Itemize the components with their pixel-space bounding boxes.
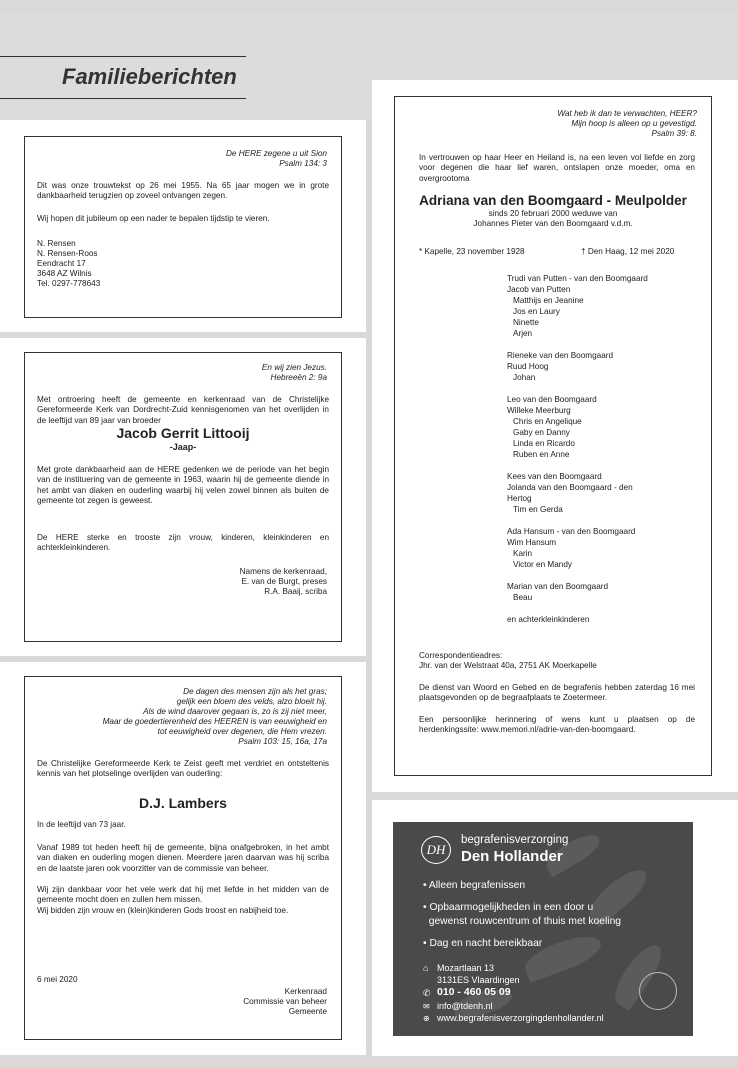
family-line: Wim Hansum [507, 538, 557, 547]
paragraph: Wij zijn dankbaar voor het vele werk dat hij met liefde in het midden van de gemeente mocht doen en zullen hem missen. [37, 885, 329, 905]
paragraph: In vertrouwen op haar Heer en Heiland is, na een leven vol liefde en zorg voor degenen die haar lief waren, ontslapen onze moeder, oma en overgrootoma [419, 153, 695, 183]
address-line: 3648 AZ Wilnis [37, 269, 92, 278]
deceased-name: D.J. Lambers [139, 795, 227, 811]
verse-line: De dagen des mensen zijn als het gras; [183, 687, 327, 696]
family-line: Rieneke van den Boomgaard [507, 351, 614, 360]
family-line: Jolanda van den Boomgaard - den [507, 483, 633, 492]
family-line: Kees van den Boomgaard [507, 472, 602, 481]
header-rule-top [0, 56, 246, 57]
paragraph: Wij bidden zijn vrouw en (klein)kinderen Gods troost en nabijheid toe. [37, 906, 289, 915]
deceased-name: Adriana van den Boomgaard - Meulpolder [419, 193, 687, 208]
certification-seal-icon [639, 972, 677, 1010]
verse-ref: Psalm 103: 15, 16a, 17a [238, 737, 327, 746]
family-line: Beau [513, 593, 533, 602]
family-line: Jacob van Putten [507, 285, 571, 294]
verse-line: Maar de goedertierenheid des HEEREN is van eeuwigheid en [102, 717, 327, 726]
globe-icon: ⊕ [423, 1014, 430, 1023]
family-line: Victor en Mandy [513, 560, 573, 569]
signature-line: R.A. Baaij, scriba [264, 587, 327, 596]
paragraph: De dienst van Woord en Gebed en de begrafenis hebben zaterdag 16 mei plaatsgevonden op de begraafplaats te Zoetermeer. [419, 683, 695, 703]
ad-brand: Den Hollander [461, 848, 563, 865]
ad-bullet: • Opbaarmogelijkheden in een door u [423, 902, 594, 913]
family-line: Matthijs en Jeanine [513, 296, 584, 305]
signature-line: Gemeente [288, 1007, 327, 1016]
deceased-nickname: -Jaap- [169, 442, 197, 452]
ad-bullet: gewenst rouwcentrum of thuis met koeling [423, 916, 622, 927]
family-line: Arjen [513, 329, 533, 338]
family-line: Karin [513, 549, 533, 558]
paragraph: Met ontroering heeft de gemeente en kerkenraad van de Christelijke Gereformeerde Kerk van Dordrecht-Zuid kennisgenomen van het overlijden in de leeftijd van 89 jaar van broeder [37, 395, 329, 425]
family-line: Ruben en Anne [513, 450, 570, 459]
widow-line: Johannes Pieter van den Boomgaard v.d.m. [473, 219, 633, 228]
address-line: N. Rensen-Roos [37, 249, 98, 258]
family-line: Gaby en Danny [513, 428, 570, 437]
notice-lambers [24, 676, 342, 1040]
family-line: Marian van den Boomgaard [507, 582, 609, 591]
paragraph: De Christelijke Gereformeerde Kerk te Zeist geeft met verdriet en ontsteltenis kennis van het plotselinge overlijden van ouderling: [37, 759, 329, 779]
verse-ref: Hebreeën 2: 9a [270, 373, 327, 382]
verse-ref: Psalm 134: 3 [279, 159, 327, 168]
paragraph: In de leeftijd van 73 jaar. [37, 820, 126, 829]
verse-line: Mijn hoop is alleen op u gevestigd. [571, 119, 697, 128]
notice-date: 6 mei 2020 [37, 975, 78, 984]
mail-icon: ✉ [423, 1002, 430, 1011]
family-line: Tim en Gerda [513, 505, 563, 514]
verse-line: gelijk een bloem des velds, alzo bloeit hij. [176, 697, 327, 706]
page-title: Familieberichten [62, 64, 237, 89]
ad-website[interactable]: www.begrafenisverzorgingdenhollander.nl [437, 1013, 604, 1023]
signature-line: E. van de Burgt, preses [241, 577, 327, 586]
signature-line: Commissie van beheer [243, 997, 327, 1006]
verse-line: tot eeuwigheid over degenen, die Hem vrezen. [157, 727, 327, 736]
family-line: Ninette [513, 318, 539, 327]
family-line: Johan [513, 373, 536, 382]
family-line: Ruud Hoog [507, 362, 549, 371]
paragraph: Met grote dankbaarheid aan de HERE gedenken we de periode van het begin van de instituering van de gemeente in 1963, waarin hij de gemeente diende in het ambt van diaken en ouderling waarbij hij velen zowel binnen als buiten de gemeente tot zegen is geweest. [37, 465, 329, 505]
ad-phone[interactable]: 010 - 460 05 09 [437, 986, 511, 998]
paragraph: Wij hopen dit jubileum op een nader te bepalen tijdstip te vieren. [37, 214, 270, 223]
ad-bullet: • Alleen begrafenissen [423, 880, 526, 891]
ad-address-line: 3131ES Vlaardingen [437, 975, 520, 985]
phone-icon: ✆ [423, 988, 431, 998]
address-line: Tel. 0297-778643 [37, 279, 101, 288]
verse-ref: Psalm 39: 8. [651, 129, 697, 138]
signature-line: Kerkenraad [284, 987, 327, 996]
paragraph: Vanaf 1989 tot heden heeft hij de gemeente, bijna onafgebroken, in het ambt van diaken en ouderling mogen dienen. Meerdere jaren daarvan was hij scriba en de laatste jaren ook voorzitter van de commissie van beheer. [37, 843, 329, 873]
birth-line: * Kapelle, 23 november 1928 [419, 247, 525, 256]
notice-littooij [24, 352, 342, 642]
ad-email[interactable]: info@tdenh.nl [437, 1001, 493, 1011]
funeral-advertisement [393, 822, 693, 1036]
verse-line: Wat heb ik dan te verwachten, HEER? [557, 109, 697, 118]
family-line: Chris en Angelique [513, 417, 582, 426]
notice-boomgaard [394, 96, 712, 776]
family-line: Trudi van Putten - van den Boomgaard [507, 274, 648, 283]
header-rule-bottom [0, 98, 246, 99]
family-line: Leo van den Boomgaard [507, 395, 597, 404]
ad-tagline: begrafenisverzorging [461, 834, 569, 846]
family-line: Linda en Ricardo [513, 439, 575, 448]
paragraph: Dit was onze trouwtekst op 26 mei 1955. Na 65 jaar mogen we in grote dankbaarheid terugzien op zoveel ontvangen zegen. [37, 181, 329, 201]
family-line: Hertog [507, 494, 532, 503]
correspondence-label: Correspondentieadres: [419, 651, 503, 660]
notice-anniversary [24, 136, 342, 318]
deceased-name: Jacob Gerrit Littooij [116, 425, 250, 441]
family-line: Ada Hansum - van den Boomgaard [507, 527, 636, 536]
family-line: Willeke Meerburg [507, 406, 571, 415]
paragraph: Een persoonlijke herinnering of wens kunt u plaatsen op de herdenkingssite: www.memori.nl/adrie-van-den-boomgaard. [419, 715, 695, 735]
address-line: Eendracht 17 [37, 259, 86, 268]
family-line: en achterkleinkinderen [507, 615, 590, 624]
ad-address-line: Mozartlaan 13 [437, 963, 495, 973]
verse-line: Als de wind daarover gegaan is, zo is zij niet meer, [143, 707, 327, 716]
verse-line: En wij zien Jezus. [261, 363, 327, 372]
death-line: † Den Haag, 12 mei 2020 [581, 247, 675, 256]
verse-line: De HERE zegene u uit Sion [225, 149, 327, 158]
paragraph: De HERE sterke en trooste zijn vrouw, kinderen, kleinkinderen en achterkleinkinderen. [37, 533, 329, 553]
address-line: N. Rensen [37, 239, 76, 248]
logo-icon: DH [421, 836, 451, 864]
widow-line: sinds 20 februari 2000 weduwe van [488, 209, 618, 218]
family-line: Jos en Laury [513, 307, 560, 316]
ad-bullet: • Dag en nacht bereikbaar [423, 938, 543, 949]
correspondence-address: Jhr. van der Welstraat 40a, 2751 AK Moerkapelle [419, 661, 597, 670]
signature-line: Namens de kerkenraad, [239, 567, 327, 576]
home-icon: ⌂ [423, 963, 429, 973]
